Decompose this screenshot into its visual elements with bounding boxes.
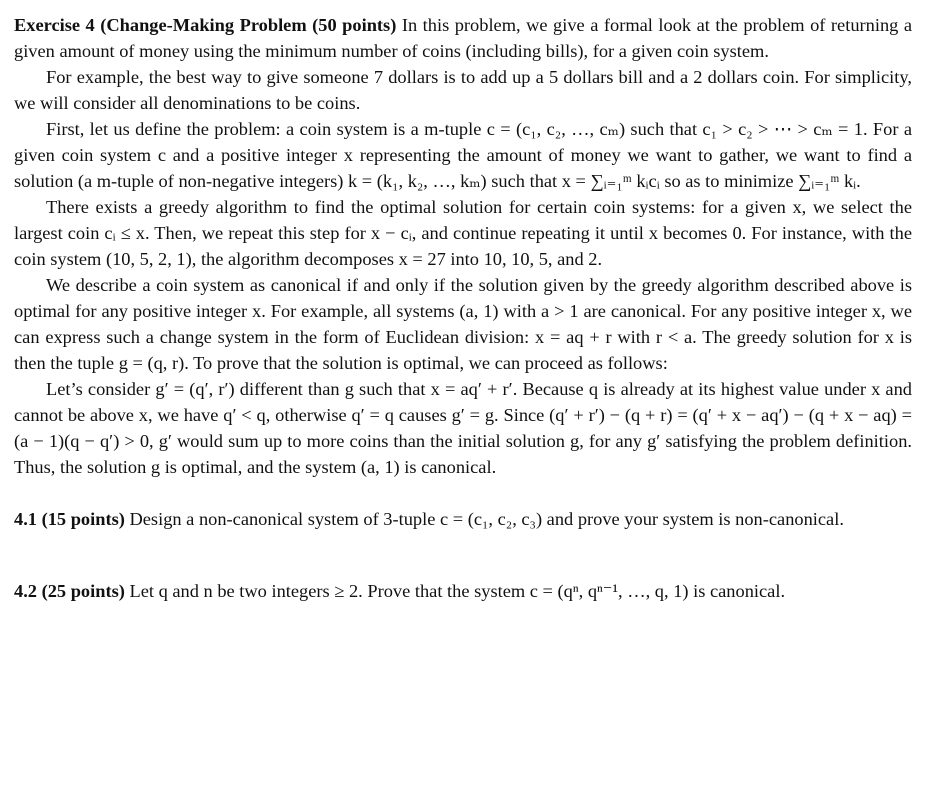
paragraph-example: For example, the best way to give someone 7 dollars is to add up a 5 dollars bill and a 2 dollars coin. For simplicity, we will consider all denominations to be coins. — [14, 67, 912, 113]
paragraph-proof: Let’s consider g′ = (q′, r′) different than g such that x = aq′ + r′. Because q is already at its highest value under x and cannot be above x, we have q′ < q, otherwise q′ = q causes g′ = g. Since (q′ + r′) − (q + r) = (q′ + x − aq′) − (q + x − aq) = (a − 1)(q − q′) > 0, g′ would sum up to more coins than the initial solution g, for any g′ satisfying the problem definition. Thus, the solution g is optimal, and the system (a, 1) is canonical. — [14, 379, 912, 477]
question-4-1-label: 4.1 (15 points) — [14, 509, 125, 529]
exercise-intro — [14, 12, 912, 64]
question-4-2 — [14, 578, 912, 604]
question-4-2-label: 4.2 (25 points) — [14, 581, 125, 601]
paragraph-greedy: There exists a greedy algorithm to find the optimal solution for certain coin systems: for a given x, we select the largest coin cᵢ ≤ x. Then, we repeat this step for x − cᵢ, and continue repeating it until x becomes 0. For instance, with the coin system (10, 5, 2, 1), the algorithm decomposes x = 27 into 10, 10, 5, and 2. — [14, 197, 912, 269]
paragraph-canonical: We describe a coin system as canonical if and only if the solution given by the greedy algorithm described above is optimal for any positive integer x. For example, all systems (a, 1) with a > 1 are canonical. For any positive integer x, we can express such a change system in the form of Euclidean division: x = aq + r with r < a. The greedy solution for x is then the tuple g = (q, r). To prove that the solution is optimal, we can proceed as follows: — [14, 275, 912, 373]
question-4-1 — [14, 506, 912, 532]
exercise-heading: Exercise 4 (Change-Making Problem (50 points) — [14, 15, 397, 35]
question-4-1-text: Design a non-canonical system of 3-tuple c = (c₁, c₂, c₃) and prove your system is non-canonical. — [129, 509, 844, 529]
question-4-2-text: Let q and n be two integers ≥ 2. Prove that the system c = (qⁿ, qⁿ⁻¹, …, q, 1) is canonical. — [129, 581, 786, 601]
exercise-intro-text: In this problem, we give a formal look at the problem of returning a given amount of money using the minimum number of coins (including bills), for a given coin system. — [14, 15, 912, 61]
paragraph-definition: First, let us define the problem: a coin system is a m-tuple c = (c₁, c₂, …, cₘ) such that c₁ > c₂ > ⋯ > cₘ = 1. For a given coin system c and a positive integer x representing the amount of money we want to gather, we want to find a solution (a m-tuple of non-negative integers) k = (k₁, k₂, …, kₘ) such that x = ∑ᵢ₌₁ᵐ kᵢcᵢ so as to minimize ∑ᵢ₌₁ᵐ kᵢ. — [14, 119, 912, 191]
